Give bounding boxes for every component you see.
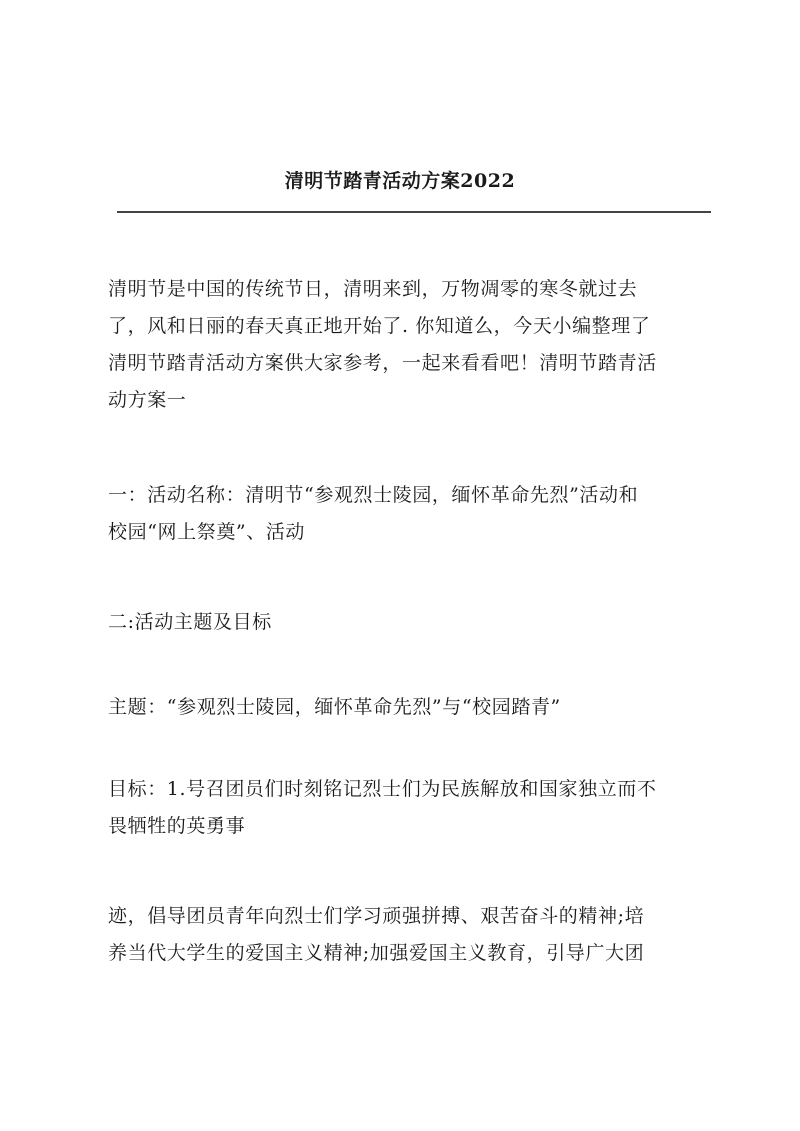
text-line: 二:活动主题及目标 (108, 611, 272, 633)
text-line: 校园“网上祭奠”、活动 (108, 521, 306, 543)
paragraph-activity-name (108, 477, 708, 551)
text-line: 清明节是中国的传统节日，清明来到，万物凋零的寒冬就过去 (108, 278, 638, 300)
text-line: 主题：“参观烈士陵园，缅怀革命先烈”与“校园踏青” (108, 696, 561, 718)
paragraph-section-heading (108, 604, 708, 641)
text-line: 一：活动名称：清明节“参观烈士陵园，缅怀革命先烈”活动和 (108, 484, 639, 506)
text-line: 养当代大学生的爱国主义精神;加强爱国主义教育，引导广大团 (108, 942, 645, 964)
text-line: 目标：1.号召团员们时刻铭记烈士们为民族解放和国家独立而不 (108, 778, 657, 800)
paragraph-intro (108, 271, 708, 419)
paragraph-goal (108, 771, 708, 845)
text-line: 迹，倡导团员青年向烈士们学习顽强拼搏、艰苦奋斗的精神;培 (108, 905, 645, 927)
title-divider (117, 211, 711, 213)
text-line: 清明节踏青活动方案供大家参考，一起来看看吧！清明节踏青活 (108, 352, 657, 374)
paragraph-theme (108, 689, 708, 726)
document-title: 清明节踏青活动方案2022 (284, 170, 516, 192)
paragraph-goal-continued (108, 898, 708, 972)
text-line: 动方案一 (108, 389, 187, 411)
text-line: 了，风和日丽的春天真正地开始了. 你知道么，今天小编整理了 (108, 315, 651, 337)
text-line: 畏牺牲的英勇事 (108, 815, 246, 837)
